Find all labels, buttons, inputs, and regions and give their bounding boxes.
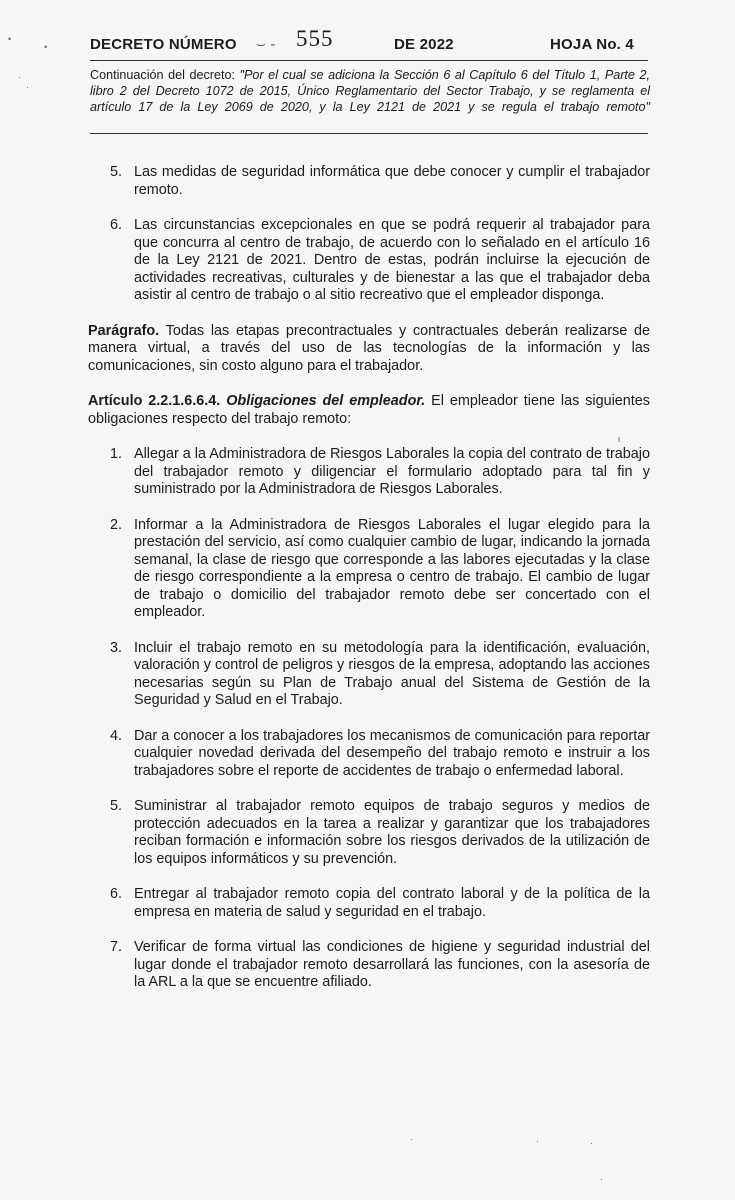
list-item [88, 164, 650, 199]
list-item-text: Las circunstancias excepcionales en que se podrá requerir al trabajador para que concurra al centro de trabajo, de acuerdo con lo señalado en el artículo 16 de la Ley 2121 de 2021. Dentro de estas, podrán incluirse la ejecución de actividades recreativas, culturales y de bienestar a las que el trabajador deba asistir al centro de trabajo o al sitio recreativo que el empleador disponga. [134, 217, 650, 303]
year-label: DE 2022 [394, 36, 454, 53]
list-item [88, 939, 650, 992]
list-item-text: Verificar de forma virtual las condiciones de higiene y seguridad industrial del lugar donde el trabajador remoto desarrollará las funciones, con la asesoría de la ARL a la que se encuentre afiliado. [134, 939, 650, 990]
document-header [90, 26, 650, 56]
document-body [88, 164, 650, 1010]
scan-speck: • [44, 42, 48, 52]
decreto-number: 555 [296, 26, 334, 51]
list-item-text: Allegar a la Administradora de Riesgos Laborales la copia del contrato de trabajo del trabajador remoto y diligenciar el formulario adoptado para tal fin y suministrado por la Administradora de Riesgos Laborales. [134, 446, 650, 497]
sheet-label: HOJA No. 4 [550, 36, 634, 53]
continuation-rule [90, 133, 648, 134]
list-item-text: Suministrar al trabajador remoto equipos de trabajo seguros y medios de protección adecuados en la tarea a realizar y garantizar que los trabajadores reciban formación e información sobre los riesgos derivados de la utilización de los equipos informáticos y su prevención. [134, 798, 650, 867]
list-item-number: 4. [110, 727, 123, 744]
list-item [88, 728, 650, 781]
continuation-prefix: Continuación del decreto: [90, 68, 235, 82]
list-item-number: 6. [110, 217, 123, 233]
list-item-number: 3. [110, 639, 123, 656]
paragrafo-label: Parágrafo. [88, 322, 160, 339]
scan-speck: • [8, 34, 12, 44]
list-item-number: 2. [110, 516, 123, 533]
scan-speck: · [410, 1134, 413, 1144]
paragrafo-text: Todas las etapas precontractuales y contractuales deberán realizarse de manera virtual, a través del uso de las tecnologías de la información y las comunicaciones, sin costo alguno para el trabajador. [88, 322, 650, 374]
article-paragraph [88, 393, 650, 428]
list-item [88, 517, 650, 622]
list-item-number: 5. [110, 164, 123, 180]
scan-speck: · [18, 72, 21, 82]
scan-speck: · [590, 1138, 593, 1148]
article-text: El empleador tiene las siguientes obligaciones respecto del trabajo remoto: [88, 393, 650, 427]
paragrafo-paragraph [88, 323, 650, 376]
list-item-text: Las medidas de seguridad informática que debe conocer y cumplir el trabajador remoto. [134, 164, 650, 198]
scan-speck: · [536, 1136, 539, 1146]
continuation-note [90, 67, 650, 115]
continuation-title: "Por el cual se adiciona la Sección 6 al Capítulo 6 del Título 1, Parte 2, libro 2 del Decreto 1072 de 2015, Único Reglamentario del Sector Trabajo, y se reglamenta el artículo 17 de la Ley 2069 de 2020, y la Ley 2121 de 2021 y se regula el trabajo remoto" [90, 68, 651, 114]
header-rule [90, 60, 648, 61]
list-item [88, 640, 650, 710]
decreto-label: DECRETO NÚMERO [90, 36, 237, 53]
stamp-mark: ⌣ - [256, 36, 276, 53]
list-item-number: 7. [110, 939, 123, 955]
scan-speck: · [26, 82, 29, 92]
list-item [88, 446, 650, 499]
list-item [88, 217, 650, 305]
list-item [88, 798, 650, 868]
article-label: Artículo 2.2.1.6.6.4. [88, 393, 221, 409]
list-item [88, 886, 650, 921]
list-item-text: Informar a la Administradora de Riesgos Laborales el lugar elegido para la prestación del servicio, así como cualquier cambio de lugar, indicando la jornada semanal, la clase de riesgo que corresponde a las labores ejecutadas y la clase de riesgo correspondiente a la empresa o centro de trabajo. El cambio de lugar de trabajo o domicilio del trabajador remoto debe ser concertado con el empleador. [134, 516, 650, 620]
list-item-number: 6. [110, 886, 123, 902]
list-item-number: 5. [110, 798, 123, 814]
scan-speck: ι [618, 434, 620, 444]
article-title: Obligaciones del empleador. [226, 393, 426, 409]
scan-speck: · [600, 1174, 603, 1184]
list-item-text: Incluir el trabajo remoto en su metodología para la identificación, evaluación, valoración y control de peligros y riesgos de la empresa, adoptando las acciones necesarias según su Plan de Trabajo anual del Sistema de Gestión de la Seguridad y Salud en el Trabajo. [134, 639, 650, 708]
list-item-text: Entregar al trabajador remoto copia del contrato laboral y de la política de la empresa en materia de salud y seguridad en el trabajo. [134, 886, 650, 920]
list-item-number: 1. [110, 446, 123, 462]
list-item-text: Dar a conocer a los trabajadores los mecanismos de comunicación para reportar cualquier novedad derivada del desempeño del trabajo remoto e instruir a los trabajadores sobre el reporte de accidentes de trabajo o enfermedad laboral. [134, 727, 650, 779]
